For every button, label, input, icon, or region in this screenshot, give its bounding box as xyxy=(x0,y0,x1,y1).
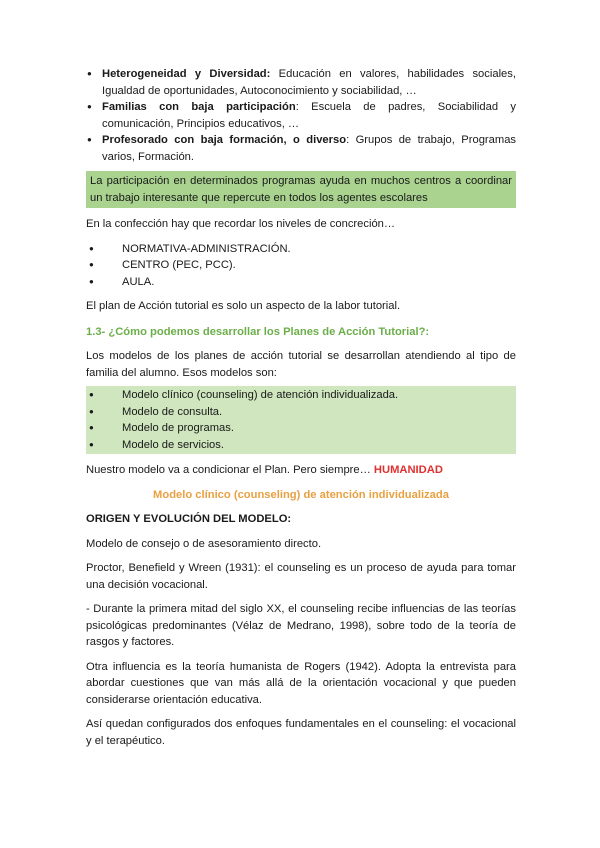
humanidad-emphasis: HUMANIDAD xyxy=(373,464,443,476)
origin-heading: ORIGEN Y EVOLUCIÓN DEL MODELO: xyxy=(86,513,292,525)
list-item: ● AULA. xyxy=(86,274,516,291)
list-item: ● Modelo clínico (counseling) de atención individualizada. xyxy=(86,387,516,404)
models-intro: Los modelos de los planes de acción tutorial se desarrollan atendiendo al tipo de familia del alumno. Esos modelos son: xyxy=(86,350,516,379)
document-page xyxy=(86,66,516,749)
list-item: ● Familias con baja participación: Escuela de padres, Sociabilidad y comunicación, Principios educativos, … xyxy=(86,99,516,132)
list-item: ● Modelo de servicios. xyxy=(86,437,516,454)
paragraph: Otra influencia es la teoría humanista de Rogers (1942). Adopta la entrevista para abordar cuestiones que van más allá de la orientación vocacional y que pueden considerarse orientación educativa. xyxy=(86,660,516,706)
section-title: 1.3- ¿Cómo podemos desarrollar los Planes de Acción Tutorial?: xyxy=(86,325,430,338)
paragraph: - Durante la primera mitad del siglo XX, el counseling recibe influencias de las teorías psicológicas predominantes (Vélaz de Medrano, 1998), sobre todo de la teoría de rasgos y factores. xyxy=(86,603,516,648)
list-item: ● CENTRO (PEC, PCC). xyxy=(86,257,516,274)
list-item: ● Profesorado con baja formación, o diverso: Grupos de trabajo, Programas varios, Formación. xyxy=(86,132,516,165)
subsection-title: Modelo clínico (counseling) de atención individualizada xyxy=(153,488,449,501)
highlight-block: La participación en determinados programas ayuda en muchos centros a coordinar un trabajo interesante que repercute en todos los agentes escolares xyxy=(86,171,516,208)
list-item: ● Heterogeneidad y Diversidad: Educación en valores, habilidades sociales, Igualdad de oportunidades, Autoconocimiento y sociabilidad, … xyxy=(86,66,516,99)
paragraph: Proctor, Benefield y Wreen (1931): el counseling es un proceso de ayuda para tomar una decisión vocacional. xyxy=(86,562,516,591)
paragraph: Modelo de consejo o de asesoramiento directo. xyxy=(86,537,322,550)
model-condition: Nuestro modelo va a condicionar el Plan. Pero siempre… HUMANIDAD xyxy=(86,464,443,476)
list-item: ● Modelo de consulta. xyxy=(86,404,516,421)
plan-note: El plan de Acción tutorial es solo un aspecto de la labor tutorial. xyxy=(86,300,401,312)
paragraph: Así quedan configurados dos enfoques fundamentales en el counseling: el vocacional y el terapéutico. xyxy=(86,718,516,747)
concrecion-intro: En la confección hay que recordar los niveles de concreción… xyxy=(86,218,396,230)
top-bullet-list xyxy=(86,66,516,165)
concrecion-list xyxy=(86,241,516,291)
list-item: ● NORMATIVA-ADMINISTRACIÓN. xyxy=(86,241,516,258)
models-highlight xyxy=(86,386,516,454)
models-list xyxy=(86,387,516,453)
list-item: ● Modelo de programas. xyxy=(86,420,516,437)
